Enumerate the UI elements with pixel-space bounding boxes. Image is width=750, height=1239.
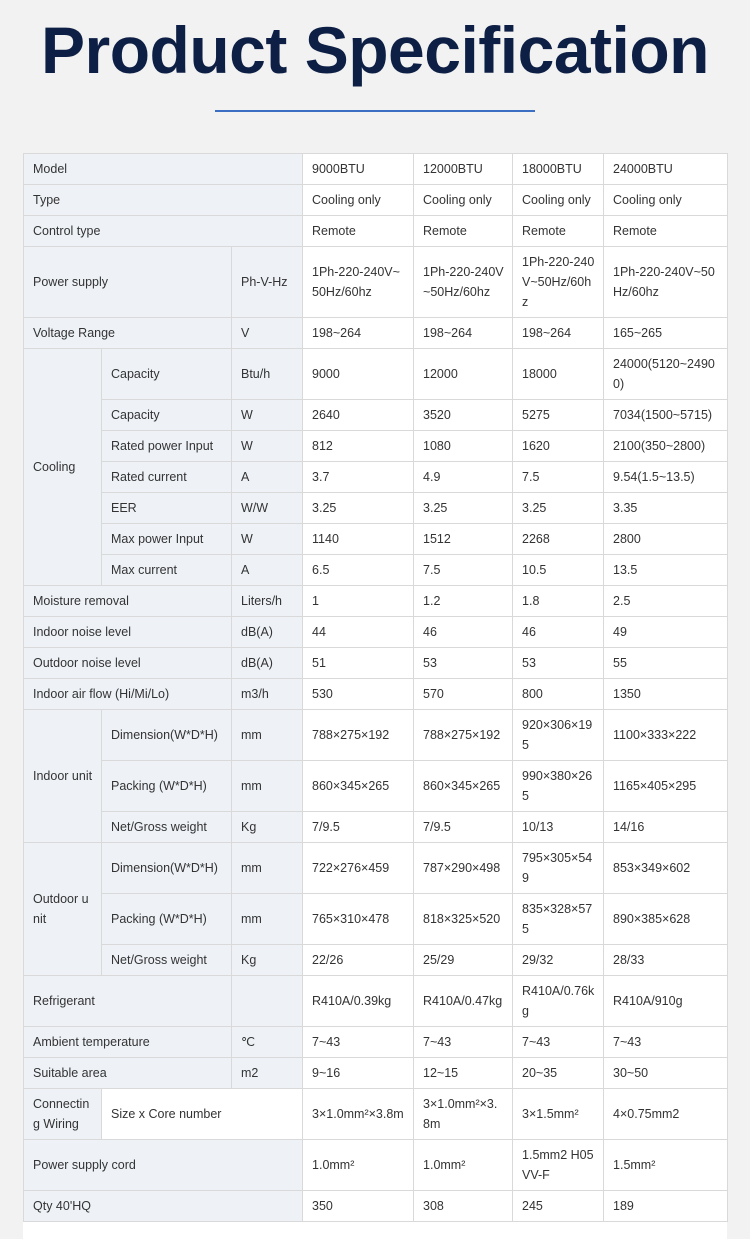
row-label-cell: W/W	[232, 493, 303, 524]
table-row	[24, 555, 728, 586]
value-cell: 46	[414, 617, 513, 648]
title-underline	[215, 110, 535, 112]
table-row	[24, 1140, 728, 1191]
value-cell: 920×306×195	[513, 710, 604, 761]
row-label-cell: Moisture removal	[24, 586, 232, 617]
row-label-cell: Indoor noise level	[24, 617, 232, 648]
row-label-cell: Capacity	[102, 400, 232, 431]
value-cell: 1.8	[513, 586, 604, 617]
value-cell: 4.9	[414, 462, 513, 493]
value-cell: 46	[513, 617, 604, 648]
value-cell: 7~43	[604, 1027, 728, 1058]
value-cell: 25/29	[414, 945, 513, 976]
row-label-cell: Net/Gross weight	[102, 945, 232, 976]
table-row	[24, 524, 728, 555]
value-cell: 2800	[604, 524, 728, 555]
value-cell: 530	[303, 679, 414, 710]
value-cell: 245	[513, 1191, 604, 1222]
table-row	[24, 894, 728, 945]
value-cell: 853×349×602	[604, 843, 728, 894]
value-cell: R410A/0.39kg	[303, 976, 414, 1027]
value-cell: 5275	[513, 400, 604, 431]
value-cell: 7/9.5	[414, 812, 513, 843]
value-cell: 10.5	[513, 555, 604, 586]
value-cell: 765×310×478	[303, 894, 414, 945]
value-cell: Remote	[303, 216, 414, 247]
value-cell: 3520	[414, 400, 513, 431]
value-cell: 9.54(1.5~13.5)	[604, 462, 728, 493]
value-cell: 2640	[303, 400, 414, 431]
value-cell: Cooling only	[414, 185, 513, 216]
value-cell: 10/13	[513, 812, 604, 843]
value-cell: 13.5	[604, 555, 728, 586]
value-cell: 835×328×575	[513, 894, 604, 945]
table-row	[24, 1027, 728, 1058]
value-cell: 28/33	[604, 945, 728, 976]
value-cell: 12000BTU	[414, 154, 513, 185]
row-label-cell: Suitable area	[24, 1058, 232, 1089]
row-label-cell: Connecting Wiring	[24, 1089, 102, 1140]
table-row	[24, 154, 728, 185]
value-cell: 7~43	[414, 1027, 513, 1058]
value-cell: 818×325×520	[414, 894, 513, 945]
row-label-cell: Dimension(W*D*H)	[102, 710, 232, 761]
value-cell: 24000BTU	[604, 154, 728, 185]
value-cell: 12~15	[414, 1058, 513, 1089]
value-cell: 1350	[604, 679, 728, 710]
table-row	[24, 185, 728, 216]
row-label-cell: Btu/h	[232, 349, 303, 400]
value-cell: 2268	[513, 524, 604, 555]
value-cell: R410A/0.47kg	[414, 976, 513, 1027]
value-cell: 22/26	[303, 945, 414, 976]
row-label-cell: V	[232, 318, 303, 349]
value-cell: Remote	[604, 216, 728, 247]
value-cell: 29/32	[513, 945, 604, 976]
value-cell: 18000BTU	[513, 154, 604, 185]
row-label-cell: Ambient temperature	[24, 1027, 232, 1058]
value-cell: 308	[414, 1191, 513, 1222]
row-label-cell: Indoor unit	[24, 710, 102, 843]
value-cell: 53	[414, 648, 513, 679]
value-cell: 860×345×265	[303, 761, 414, 812]
row-label-cell: Control type	[24, 216, 303, 247]
value-cell: 14/16	[604, 812, 728, 843]
table-row	[24, 462, 728, 493]
value-cell: 55	[604, 648, 728, 679]
spec-table	[23, 153, 728, 1222]
value-cell: R410A/0.76kg	[513, 976, 604, 1027]
row-label-cell: Kg	[232, 945, 303, 976]
row-label-cell: Power supply	[24, 247, 232, 318]
table-row	[24, 586, 728, 617]
row-label-cell: m2	[232, 1058, 303, 1089]
row-label-cell: Power supply cord	[24, 1140, 303, 1191]
row-label-cell: A	[232, 555, 303, 586]
row-label-cell	[232, 976, 303, 1027]
table-row	[24, 843, 728, 894]
value-cell: 6.5	[303, 555, 414, 586]
value-cell: 3.25	[414, 493, 513, 524]
table-row	[24, 1191, 728, 1222]
value-cell: 3.25	[303, 493, 414, 524]
row-label-cell: Refrigerant	[24, 976, 232, 1027]
value-cell: 1.0mm²	[303, 1140, 414, 1191]
value-cell: 4×0.75mm2	[604, 1089, 728, 1140]
value-cell: 722×276×459	[303, 843, 414, 894]
value-cell: 2.5	[604, 586, 728, 617]
row-label-cell: W	[232, 400, 303, 431]
value-cell: 1.0mm²	[414, 1140, 513, 1191]
value-cell: 3×1.0mm²×3.8m	[414, 1089, 513, 1140]
row-label-cell: Packing (W*D*H)	[102, 761, 232, 812]
value-cell: 18000	[513, 349, 604, 400]
value-cell: 20~35	[513, 1058, 604, 1089]
value-cell: 3×1.5mm²	[513, 1089, 604, 1140]
value-cell: 7/9.5	[303, 812, 414, 843]
value-cell: 9000BTU	[303, 154, 414, 185]
value-cell: 1620	[513, 431, 604, 462]
row-label-cell: Liters/h	[232, 586, 303, 617]
table-row	[24, 976, 728, 1027]
value-cell: R410A/910g	[604, 976, 728, 1027]
row-label-cell: dB(A)	[232, 648, 303, 679]
row-label-cell: Outdoor noise level	[24, 648, 232, 679]
table-row	[24, 761, 728, 812]
value-cell: 53	[513, 648, 604, 679]
value-cell: 1Ph-220-240V~50Hz/60hz	[303, 247, 414, 318]
row-label-cell: Packing (W*D*H)	[102, 894, 232, 945]
table-row	[24, 431, 728, 462]
row-label-cell: Model	[24, 154, 303, 185]
value-cell: 165~265	[604, 318, 728, 349]
table-row	[24, 617, 728, 648]
value-cell: 1165×405×295	[604, 761, 728, 812]
table-row	[24, 216, 728, 247]
value-cell: 812	[303, 431, 414, 462]
value-cell: 1.2	[414, 586, 513, 617]
table-row	[24, 679, 728, 710]
value-cell: Cooling only	[303, 185, 414, 216]
value-cell: 30~50	[604, 1058, 728, 1089]
value-cell: 1Ph-220-240V~50Hz/60hz	[414, 247, 513, 318]
row-label-cell: Voltage Range	[24, 318, 232, 349]
value-cell: Size x Core number	[102, 1089, 303, 1140]
row-label-cell: A	[232, 462, 303, 493]
row-label-cell: Indoor air flow (Hi/Mi/Lo)	[24, 679, 232, 710]
value-cell: 9000	[303, 349, 414, 400]
value-cell: 1100×333×222	[604, 710, 728, 761]
value-cell: 990×380×265	[513, 761, 604, 812]
value-cell: 7034(1500~5715)	[604, 400, 728, 431]
value-cell: 1Ph-220-240V~50Hz/60hz	[513, 247, 604, 318]
value-cell: 49	[604, 617, 728, 648]
value-cell: 3×1.0mm²×3.8m	[303, 1089, 414, 1140]
value-cell: 795×305×549	[513, 843, 604, 894]
table-row	[24, 493, 728, 524]
row-label-cell: mm	[232, 894, 303, 945]
table-row	[24, 1058, 728, 1089]
value-cell: 7.5	[414, 555, 513, 586]
row-label-cell: Rated power Input	[102, 431, 232, 462]
row-label-cell: dB(A)	[232, 617, 303, 648]
value-cell: 1512	[414, 524, 513, 555]
row-label-cell: Max power Input	[102, 524, 232, 555]
row-label-cell: Rated current	[102, 462, 232, 493]
table-row	[24, 247, 728, 318]
value-cell: Remote	[513, 216, 604, 247]
page-title: Product Specification	[41, 13, 709, 87]
value-cell: 51	[303, 648, 414, 679]
row-label-cell: Kg	[232, 812, 303, 843]
value-cell: 198~264	[414, 318, 513, 349]
value-cell: 1080	[414, 431, 513, 462]
value-cell: 570	[414, 679, 513, 710]
value-cell: 800	[513, 679, 604, 710]
row-label-cell: W	[232, 524, 303, 555]
value-cell: 787×290×498	[414, 843, 513, 894]
row-label-cell: EER	[102, 493, 232, 524]
value-cell: 3.7	[303, 462, 414, 493]
row-label-cell: Capacity	[102, 349, 232, 400]
value-cell: 12000	[414, 349, 513, 400]
spec-table-container	[23, 153, 727, 1239]
value-cell: 1Ph-220-240V~50Hz/60hz	[604, 247, 728, 318]
row-label-cell: Dimension(W*D*H)	[102, 843, 232, 894]
value-cell: 1.5mm2 H05VV-F	[513, 1140, 604, 1191]
row-label-cell: Ph-V-Hz	[232, 247, 303, 318]
value-cell: 3.25	[513, 493, 604, 524]
value-cell: Cooling only	[604, 185, 728, 216]
table-row	[24, 945, 728, 976]
value-cell: 44	[303, 617, 414, 648]
row-label-cell: W	[232, 431, 303, 462]
value-cell: 9~16	[303, 1058, 414, 1089]
value-cell: 24000(5120~24900)	[604, 349, 728, 400]
row-label-cell: mm	[232, 710, 303, 761]
table-row	[24, 400, 728, 431]
value-cell: 7~43	[303, 1027, 414, 1058]
value-cell: 3.35	[604, 493, 728, 524]
value-cell: 7.5	[513, 462, 604, 493]
value-cell: 198~264	[513, 318, 604, 349]
value-cell: 1140	[303, 524, 414, 555]
row-label-cell: Net/Gross weight	[102, 812, 232, 843]
table-row	[24, 648, 728, 679]
row-label-cell: mm	[232, 761, 303, 812]
row-label-cell: Type	[24, 185, 303, 216]
table-row	[24, 710, 728, 761]
table-row	[24, 812, 728, 843]
value-cell: 788×275×192	[414, 710, 513, 761]
value-cell: 1	[303, 586, 414, 617]
row-label-cell: mm	[232, 843, 303, 894]
value-cell: 198~264	[303, 318, 414, 349]
value-cell: 1.5mm²	[604, 1140, 728, 1191]
row-label-cell: Qty 40'HQ	[24, 1191, 303, 1222]
row-label-cell: m3/h	[232, 679, 303, 710]
value-cell: 189	[604, 1191, 728, 1222]
value-cell: 2100(350~2800)	[604, 431, 728, 462]
value-cell: 7~43	[513, 1027, 604, 1058]
value-cell: 860×345×265	[414, 761, 513, 812]
value-cell: 788×275×192	[303, 710, 414, 761]
row-label-cell: Cooling	[24, 349, 102, 586]
row-label-cell: ℃	[232, 1027, 303, 1058]
table-row	[24, 349, 728, 400]
value-cell: Cooling only	[513, 185, 604, 216]
table-row	[24, 1089, 728, 1140]
value-cell: 350	[303, 1191, 414, 1222]
value-cell: 890×385×628	[604, 894, 728, 945]
value-cell: Remote	[414, 216, 513, 247]
table-row	[24, 318, 728, 349]
row-label-cell: Max current	[102, 555, 232, 586]
row-label-cell: Outdoor unit	[24, 843, 102, 976]
